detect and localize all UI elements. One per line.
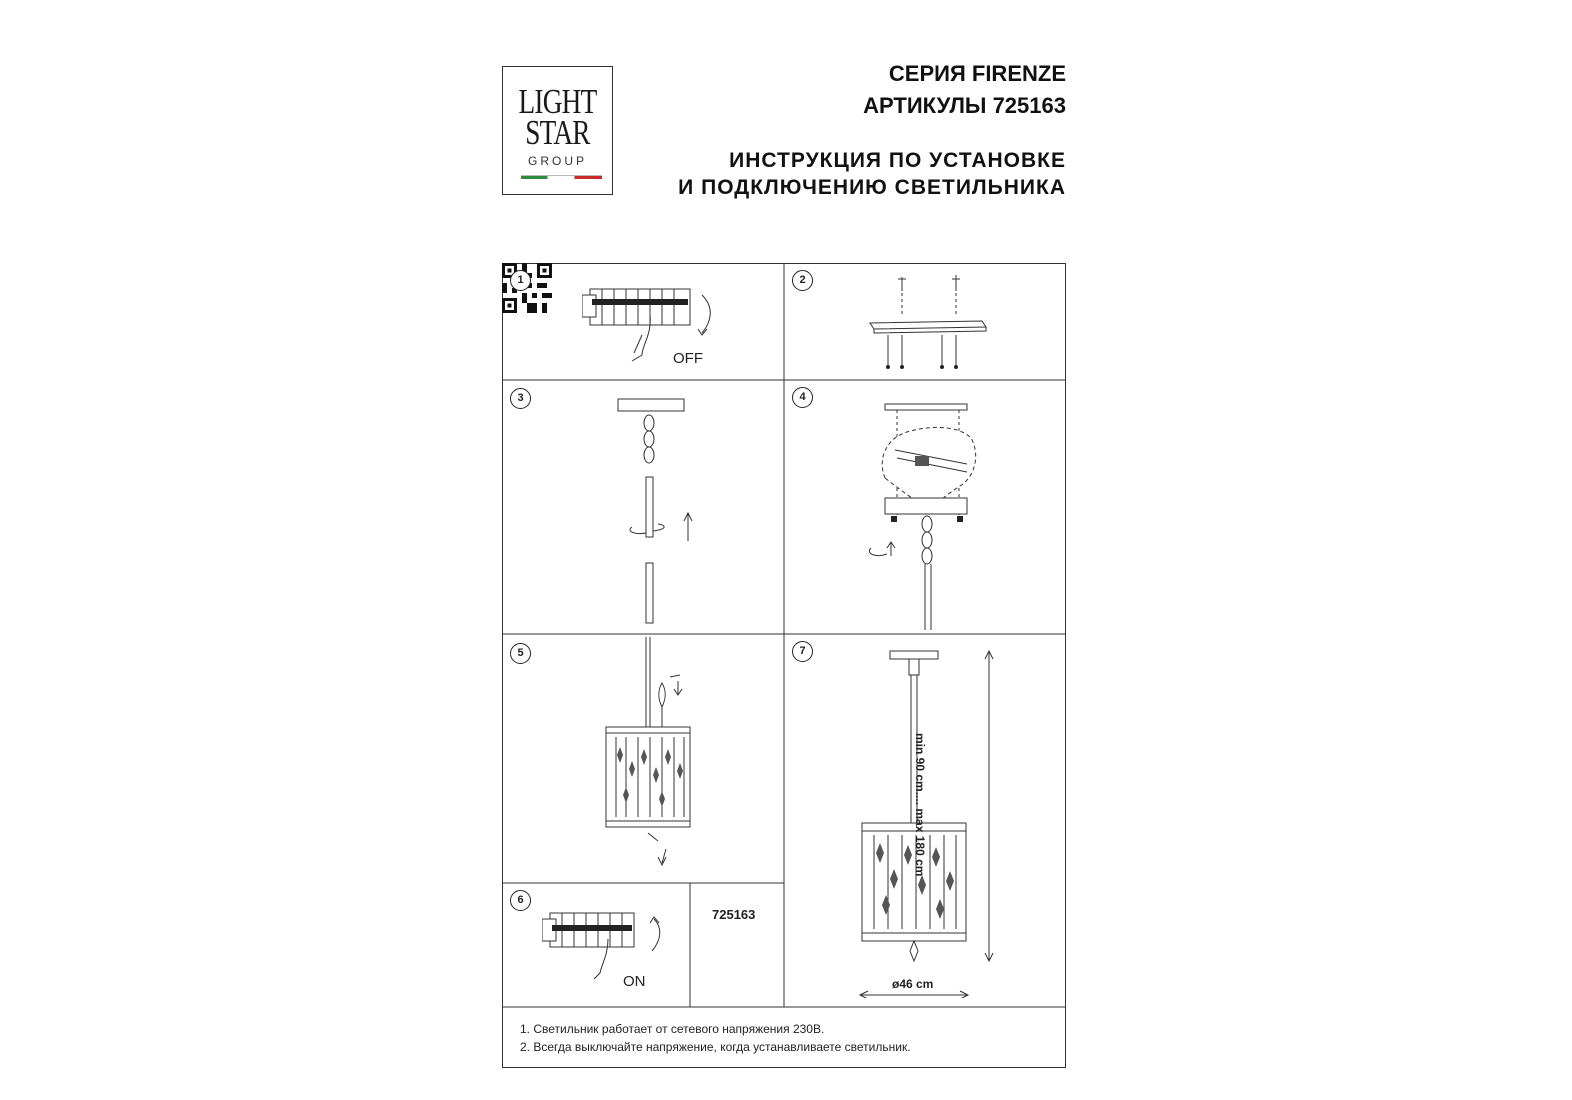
article-number: 725163 xyxy=(712,907,756,922)
notes xyxy=(520,1020,911,1056)
step-number-1: 1 xyxy=(510,270,531,291)
instruction-title-line-2: И ПОДКЛЮЧЕНИЮ СВЕТИЛЬНИКА xyxy=(678,176,1066,199)
step-7-illustration xyxy=(802,643,1012,998)
logo-line-2: STAR xyxy=(525,113,590,152)
brand-logo xyxy=(502,66,613,195)
diameter-dimension: ø46 cm xyxy=(892,977,934,991)
step-number-7: 7 xyxy=(792,641,813,662)
article-title: АРТИКУЛЫ 725163 xyxy=(863,93,1066,118)
step-6-illustration xyxy=(542,903,672,993)
step-5-illustration xyxy=(602,637,722,877)
step-3-illustration xyxy=(612,393,702,628)
on-label: ON xyxy=(623,973,646,990)
off-label: OFF xyxy=(673,350,703,367)
step-number-2: 2 xyxy=(792,270,813,291)
italian-flag-stripe xyxy=(521,175,602,179)
step-number-4: 4 xyxy=(792,387,813,408)
logo-line-3: GROUP xyxy=(527,154,587,168)
instruction-grid xyxy=(502,263,1066,1068)
step-number-3: 3 xyxy=(510,388,531,409)
step-2-illustration xyxy=(862,271,1002,375)
series-title: СЕРИЯ FIRENZE xyxy=(888,61,1066,86)
instruction-title-line-1: ИНСТРУКЦИЯ ПО УСТАНОВКЕ xyxy=(729,149,1066,172)
step-number-5: 5 xyxy=(510,643,531,664)
note-2: 2. Всегда выключайте напряжение, когда устанавливаете светильник. xyxy=(520,1040,911,1054)
step-number-6: 6 xyxy=(510,890,531,911)
step-4-illustration xyxy=(867,398,1007,633)
height-dimension: min 90 cm.... max 180 cm xyxy=(913,733,927,877)
logo-line-1: LIGHT xyxy=(518,82,597,121)
note-1: 1. Светильник работает от сетевого напряжения 230В. xyxy=(520,1022,825,1036)
